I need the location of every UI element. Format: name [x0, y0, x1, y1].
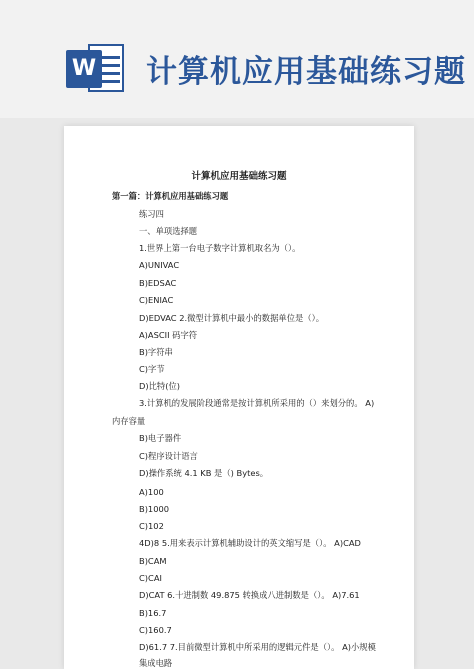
text-line: 练习四 [139, 209, 164, 219]
question-line: D)CAT 6.十进制数 49.875 转换成八进制数是（）。 A)7.61 [139, 590, 360, 600]
question-line: 4D)8 5.用来表示计算机辅助设计的英文缩写是（）。 A)CAD [139, 538, 361, 548]
option-line: D)比特(位) [139, 381, 180, 391]
option-line: B)EDSAC [139, 278, 177, 288]
question-line: D)操作系统 4.1 KB 是（) Bytes。 [139, 468, 269, 478]
question-line: 1.世界上第一台电子数字计算机取名为（）。 [139, 243, 301, 253]
option-line: A)100 [139, 487, 164, 497]
option-line: B)1000 [139, 504, 170, 514]
word-icon [66, 40, 124, 96]
text-line: 集成电路 [139, 658, 173, 668]
document-title: 计算机应用基础练习题 [191, 171, 287, 182]
option-line: C)程序设计语言 [139, 451, 198, 461]
text-line: 一、单项选择题 [139, 226, 198, 236]
question-line: D)61.7 7.目前微型计算机中所采用的逻辑元件是（）。 A)小规模 [139, 642, 376, 652]
word-icon-letter: W [66, 50, 102, 88]
option-line: C)CAI [139, 573, 162, 583]
banner [0, 0, 474, 118]
banner-title: 计算机应用基础练习题 [146, 54, 466, 90]
option-line: C)字节 [139, 364, 165, 374]
option-line: C)ENIAC [139, 295, 174, 305]
question-line: 3.计算机的发展阶段通常是按计算机所采用的（）来划分的。 A) [139, 398, 375, 408]
text-line: 内存容量 [112, 416, 146, 426]
question-line: D)EDVAC 2.微型计算机中最小的数据单位是（）。 [139, 313, 325, 323]
option-line: B)16.7 [139, 608, 167, 618]
option-line: B)CAM [139, 556, 167, 566]
option-line: C)160.7 [139, 625, 172, 635]
option-line: B)字符串 [139, 347, 173, 357]
option-line: B)电子器件 [139, 433, 182, 443]
option-line: C)102 [139, 521, 164, 531]
option-line: A)ASCII 码字符 [139, 330, 198, 340]
document-page [64, 126, 414, 669]
section-heading: 第一篇：计算机应用基础练习题 [112, 191, 229, 201]
option-line: A)UNIVAC [139, 260, 180, 270]
